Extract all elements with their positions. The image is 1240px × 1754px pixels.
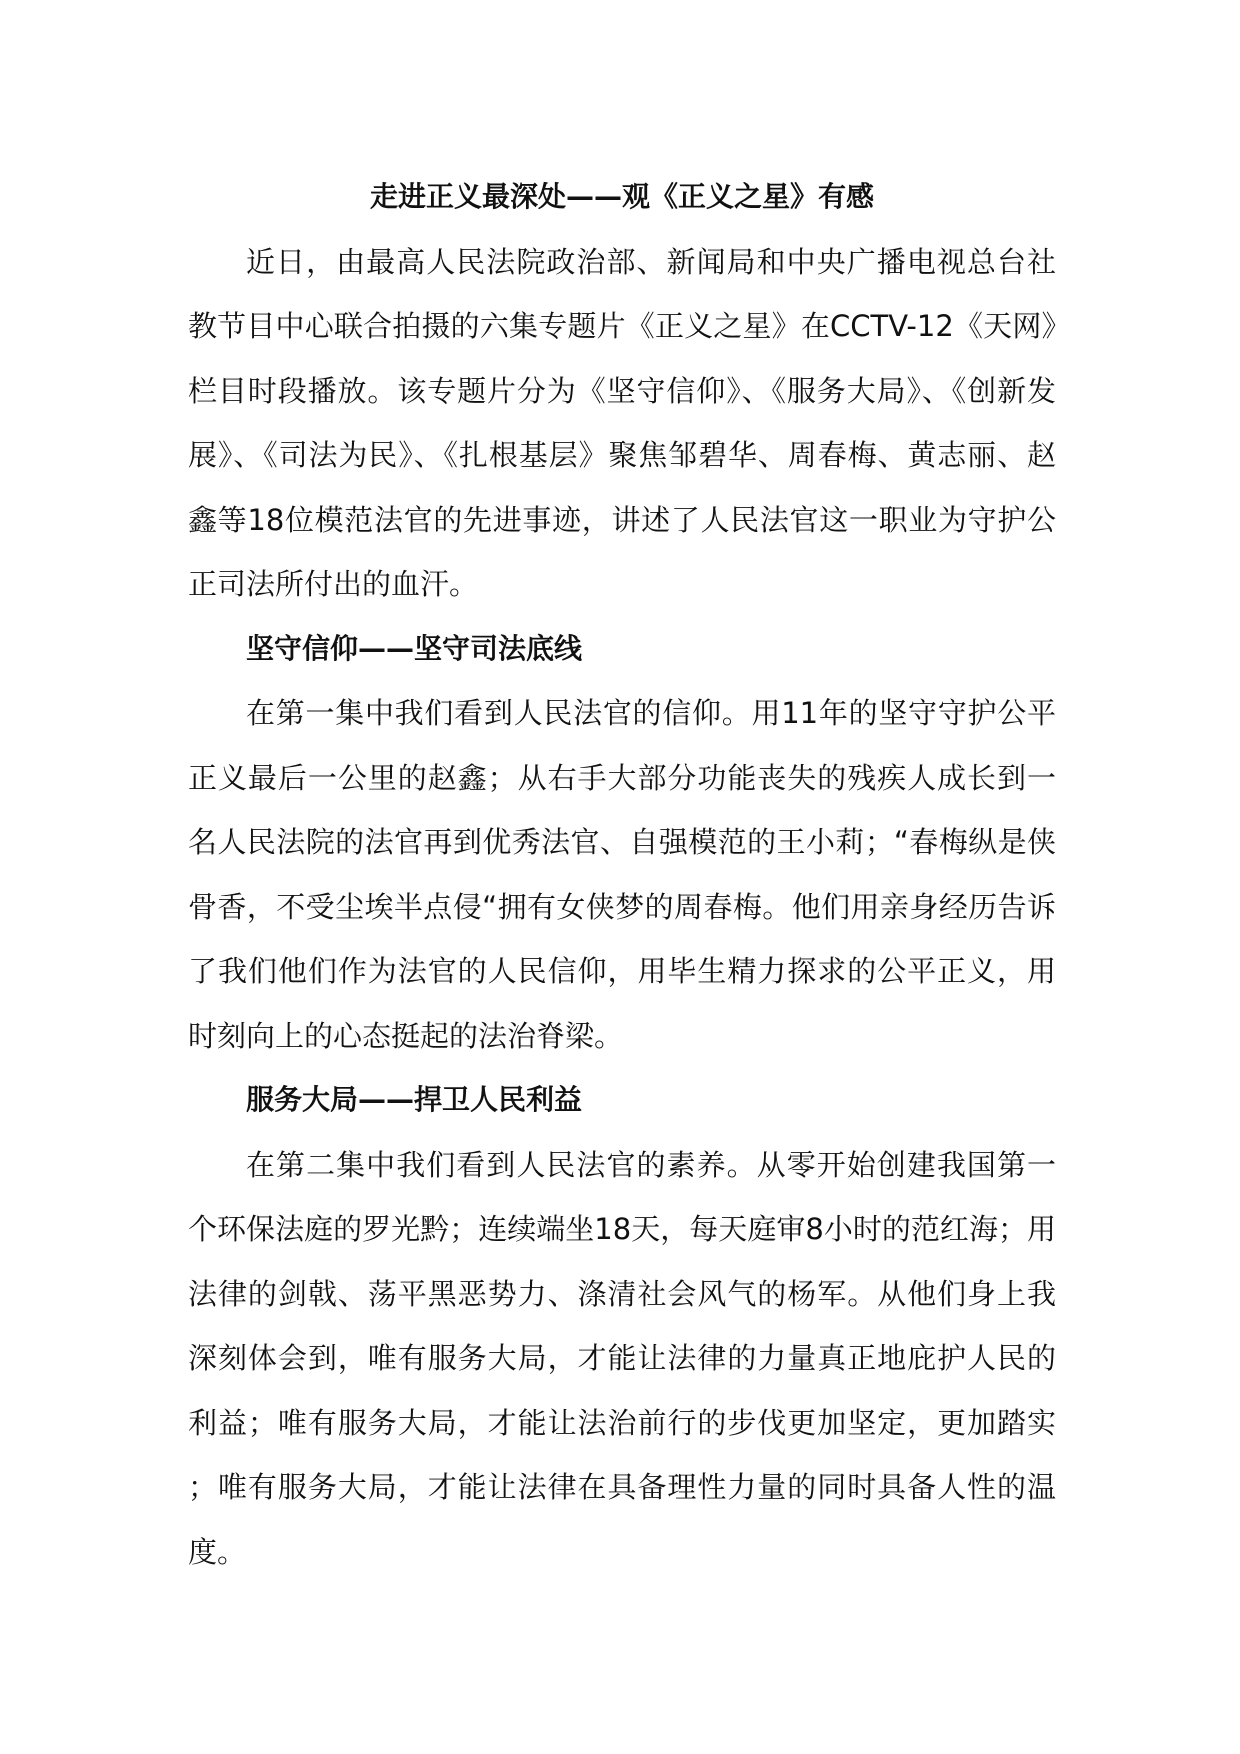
section-paragraph-faith: 在第一集中我们看到人民法官的信仰。用11年的坚守守护公平正义最后一公里的赵鑫；从右手大部分功能丧失的残疾人成长到一名人民法院的法官再到优秀法官、自强模范的王小莉；“春梅纵是侠骨香，不受尘埃半点侵“拥有女侠梦的周春梅。他们用亲身经历告诉了我们他们作为法官的人民信仰，用毕生精力探求的公平正义，用时刻向上的心态挺起的法治脊梁。 — [188, 696, 1056, 1053]
section-heading-faith: 坚守信仰——坚守司法底线 — [246, 631, 583, 665]
section-heading-service: 服务大局——捍卫人民利益 — [246, 1083, 583, 1116]
document-body — [188, 165, 1056, 1584]
intro-paragraph: 近日，由最高人民法院政治部、新闻局和中央广播电视总台社教节目中心联合拍摄的六集专题片《正义之星》在CCTV-12《天网》栏目时段播放。该专题片分为《坚守信仰》、《服务大局》、《创新发展》、《司法为民》、《扎根基层》聚焦邹碧华、周春梅、黄志丽、赵鑫等18位模范法官的先进事迹，讲述了人民法官这一职业为守护公正司法所付出的血汗。 — [188, 244, 1056, 601]
section-paragraph-service: 在第二集中我们看到人民法官的素养。从零开始创建我国第一个环保法庭的罗光黔；连续端坐18天，每天庭审8小时的范红海；用法律的剑戟、荡平黑恶势力、涤清社会风气的杨军。从他们身上我深刻体会到，唯有服务大局，才能让法律的力量真正地庇护人民的利益；唯有服务大局，才能让法治前行的步伐更加坚定，更加踏实；唯有服务大局，才能让法律在具备理性力量的同时具备人性的温度。 — [188, 1147, 1056, 1569]
document-title: 走进正义最深处——观《正义之星》有感 — [369, 180, 874, 213]
